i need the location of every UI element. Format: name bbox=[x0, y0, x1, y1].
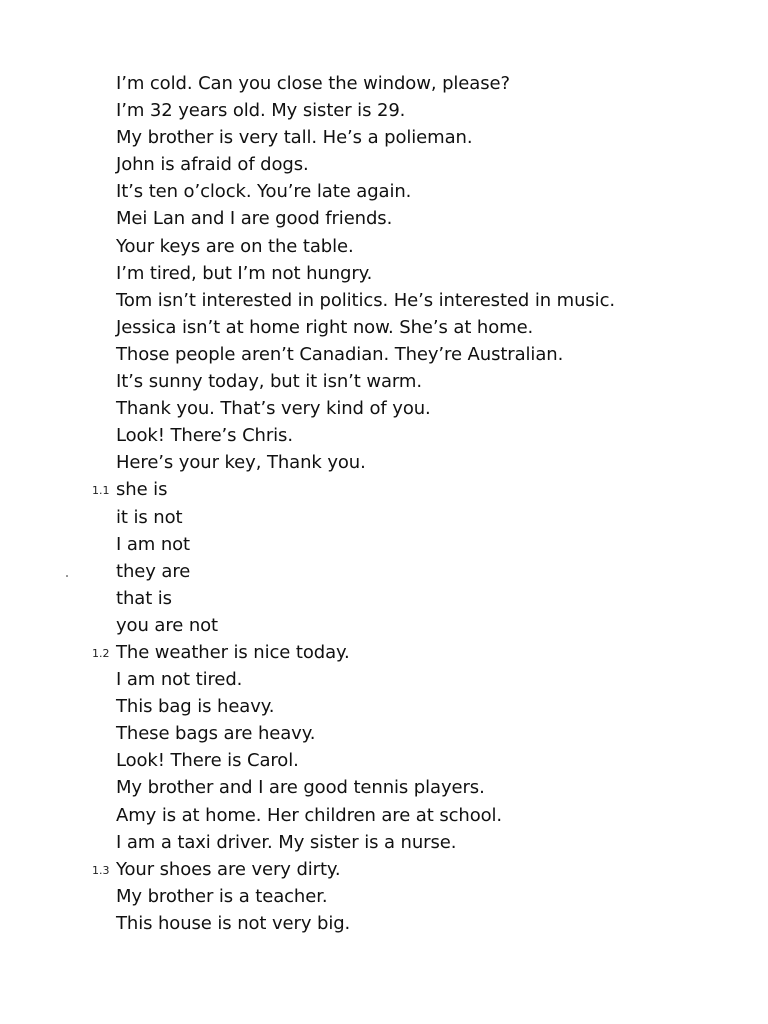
answer-line bbox=[116, 287, 615, 314]
answer-text: Amy is at home. Her children are at school. bbox=[116, 804, 503, 826]
answer-line bbox=[116, 260, 615, 287]
answer-line bbox=[116, 97, 615, 124]
answer-line bbox=[116, 612, 615, 639]
answer-text: The weather is nice today. bbox=[116, 641, 350, 663]
answer-line bbox=[116, 178, 615, 205]
answer-text: that is bbox=[116, 587, 172, 609]
answer-line bbox=[116, 802, 615, 829]
answer-line bbox=[116, 585, 615, 612]
answer-text: I’m 32 years old. My sister is 29. bbox=[116, 100, 406, 122]
exercise-number: 1.1 bbox=[92, 484, 110, 498]
answer-list bbox=[92, 70, 615, 937]
answer-line bbox=[116, 341, 615, 368]
answer-line bbox=[92, 476, 615, 503]
answer-line bbox=[116, 531, 615, 558]
answer-line bbox=[116, 205, 615, 232]
answer-line bbox=[116, 910, 615, 937]
answer-text: Here’s your key, Thank you. bbox=[116, 452, 366, 474]
answer-text: Your keys are on the table. bbox=[116, 235, 354, 257]
answer-text: Thank you. That’s very kind of you. bbox=[116, 398, 431, 420]
answer-text: It’s sunny today, but it isn’t warm. bbox=[116, 371, 422, 393]
answer-line bbox=[116, 151, 615, 178]
answer-text: Mei Lan and I are good friends. bbox=[116, 208, 393, 230]
answer-text: Look! There is Carol. bbox=[116, 750, 299, 772]
answer-text: This house is not very big. bbox=[116, 912, 351, 934]
answer-line bbox=[116, 124, 615, 151]
answer-line bbox=[116, 693, 615, 720]
answer-text: My brother and I are good tennis players. bbox=[116, 777, 485, 799]
scan-speck bbox=[66, 575, 68, 577]
answer-line bbox=[116, 504, 615, 531]
answer-line bbox=[116, 422, 615, 449]
answer-line bbox=[92, 856, 615, 883]
answer-line bbox=[116, 720, 615, 747]
answer-text: This bag is heavy. bbox=[116, 696, 275, 718]
answer-line bbox=[116, 395, 615, 422]
answer-text: My brother is a teacher. bbox=[116, 885, 328, 907]
answer-line bbox=[116, 666, 615, 693]
answer-line bbox=[116, 368, 615, 395]
answer-text: These bags are heavy. bbox=[116, 723, 316, 745]
answer-text: I’m tired, but I’m not hungry. bbox=[116, 262, 373, 284]
answer-text: I am not tired. bbox=[116, 669, 243, 691]
answer-line bbox=[116, 558, 615, 585]
answer-text: Tom isn’t interested in politics. He’s interested in music. bbox=[116, 289, 615, 311]
answer-text: she is bbox=[116, 479, 168, 501]
exercise-number: 1.3 bbox=[92, 863, 110, 877]
answer-line bbox=[116, 233, 615, 260]
answer-line bbox=[116, 449, 615, 476]
answer-text: It’s ten o’clock. You’re late again. bbox=[116, 181, 412, 203]
answer-text: I’m cold. Can you close the window, please? bbox=[116, 73, 510, 94]
answer-text: My brother is very tall. He’s a polieman. bbox=[116, 127, 473, 149]
answer-text: I am a taxi driver. My sister is a nurse. bbox=[116, 831, 457, 853]
answer-text: Jessica isn’t at home right now. She’s at home. bbox=[116, 316, 534, 338]
answer-line bbox=[116, 747, 615, 774]
answer-line bbox=[92, 639, 615, 666]
answer-text: you are not bbox=[116, 614, 219, 636]
exercise-number: 1.2 bbox=[92, 646, 110, 660]
answer-text: I am not bbox=[116, 533, 190, 555]
answer-line bbox=[116, 70, 615, 97]
answer-text: they are bbox=[116, 560, 191, 582]
answer-line bbox=[116, 829, 615, 856]
answer-line bbox=[116, 883, 615, 910]
answer-line bbox=[116, 774, 615, 801]
answer-text: John is afraid of dogs. bbox=[116, 154, 309, 176]
answer-text: it is not bbox=[116, 506, 183, 528]
answer-text: Your shoes are very dirty. bbox=[116, 858, 341, 880]
answer-text: Those people aren’t Canadian. They’re Australian. bbox=[116, 343, 564, 365]
answer-text: Look! There’s Chris. bbox=[116, 425, 293, 447]
answer-line bbox=[116, 314, 615, 341]
